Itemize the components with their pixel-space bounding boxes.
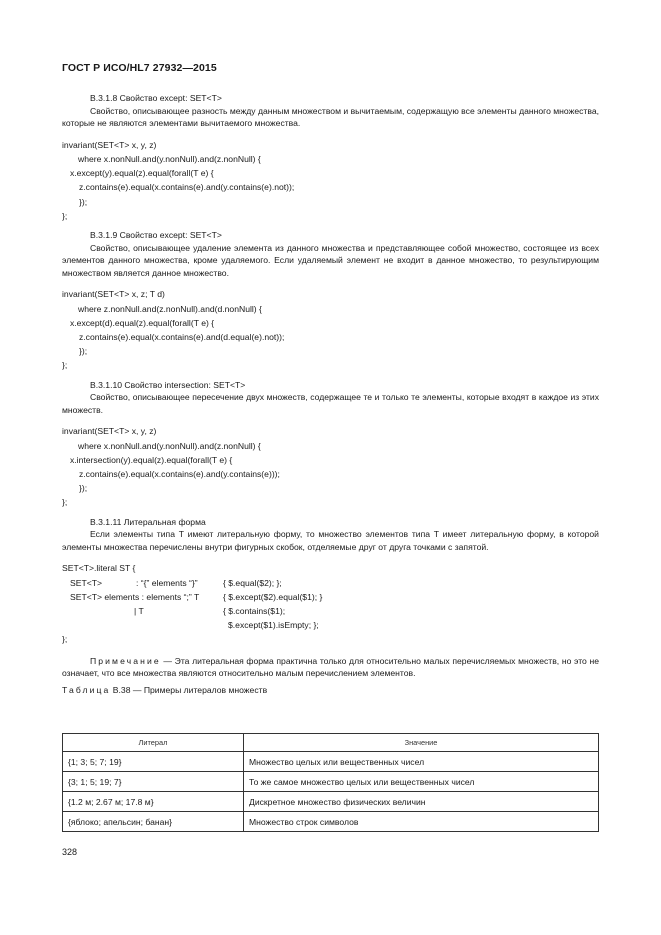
section-body: Свойство, описывающее удаление элемента из данного множества и представляющее собой множество, состоящее из всех элементов данного множества, кроме удаляемого. Если удаляемый элемент не входит в данное множество, то результирующим множеством является данное множество. [62, 242, 599, 278]
literal-grammar-line [62, 632, 599, 646]
code-line: invariant(SET<T> x, y, z) [62, 426, 157, 437]
table-cell: {1; 3; 5; 7; 19} [63, 752, 244, 772]
table-row [63, 792, 599, 812]
section-heading: B.3.1.10 Свойство intersection: SET<T> [90, 379, 246, 390]
code-line: where x.nonNull.and(y.nonNull).and(z.nonNull) { [78, 440, 261, 451]
code-line: }); [79, 346, 88, 357]
literal-text: $.except($1).isEmpty; }; [228, 620, 319, 631]
literal-grammar-line [62, 576, 599, 590]
table-row [63, 752, 599, 772]
code-line: z.contains(e).equal(x.contains(e).and(y.contains(e).not)); [79, 182, 295, 193]
literal-grammar-line [62, 604, 599, 618]
code-line: x.intersection(y).equal(z).equal(forall(T e) { [70, 454, 233, 465]
column-header: Значение [244, 734, 599, 752]
note-label: Примечание [90, 655, 161, 666]
code-line: where x.nonNull.and(y.nonNull).and(z.nonNull) { [78, 153, 261, 164]
page-number: 328 [62, 847, 78, 857]
code-line: }; [62, 497, 68, 508]
section-heading: B.3.1.9 Свойство except: SET<T> [90, 230, 222, 240]
literal-text: { $.except($2).equal($1); } [223, 591, 323, 602]
table-caption-text: B.38 — Примеры литералов множеств [110, 684, 268, 695]
table-cell: То же самое множество целых или вещественных чисел [244, 772, 599, 792]
document-header: ГОСТ Р ИСО/HL7 27932—2015 [62, 62, 217, 74]
table-cell: {яблоко; апельсин; банан} [63, 812, 244, 832]
literal-text: : “{” elements “}” [136, 577, 198, 588]
literals-table [62, 733, 599, 832]
section-body: Свойство, описывающее разность между данным множеством и вычитаемым, содержащую все элементы данного множества, которые не являются элементами вычитаемого множества. [62, 105, 599, 129]
literal-text: SET<T>.literal ST { [62, 563, 136, 574]
literal-grammar-line [62, 561, 599, 575]
literal-text: SET<T> elements : elements “;” T [70, 591, 200, 602]
literal-text: }; [62, 634, 68, 645]
literal-grammar-line [62, 590, 599, 604]
section-heading: B.3.1.11 Литеральная форма [90, 516, 206, 527]
table-cell: Дискретное множество физических величин [244, 792, 599, 812]
table-cell: {1.2 м; 2.67 м; 17.8 м} [63, 792, 244, 812]
code-line: }); [79, 483, 88, 494]
note-paragraph [62, 655, 599, 680]
table-row [63, 812, 599, 832]
code-line: where z.nonNull.and(z.nonNull).and(d.nonNull) { [78, 303, 262, 314]
code-line: invariant(SET<T> x, z; T d) [62, 289, 165, 300]
table-cell: Множество целых или вещественных чисел [244, 752, 599, 772]
code-line: x.except(y).equal(z).equal(forall(T e) { [70, 168, 214, 179]
code-line: }); [79, 196, 88, 207]
section-heading: B.3.1.8 Свойство except: SET<T> [90, 93, 222, 103]
code-line: invariant(SET<T> x, y, z) [62, 139, 157, 150]
table-header-row [63, 734, 599, 752]
literal-text: { $.equal($2); }; [223, 577, 282, 588]
table-cell: {3; 1; 5; 19; 7} [63, 772, 244, 792]
note-text: — Эта литеральная форма практична только для относительно малых перечисляемых множеств, но это не означает, что все множества являются относительно малым перечислением элементов. [62, 655, 599, 679]
table-cell: Множество строк символов [244, 812, 599, 832]
table-caption [62, 684, 599, 697]
code-line: z.contains(e).equal(x.contains(e).and(y.contains(e))); [79, 468, 280, 479]
code-line: }; [62, 210, 68, 221]
page-content [62, 92, 599, 696]
section-body: Если элементы типа T имеют литеральную форму, то множество элементов типа T имеет литеральную форму, в которой элементы множества перечислены внутри фигурных скобок, отделяемые друг от друга точками с запятой. [62, 529, 599, 552]
code-line: x.except(d).equal(z).equal(forall(T e) { [70, 317, 215, 328]
table-caption-prefix: Таблица [62, 684, 111, 695]
section-body: Свойство, описывающее пересечение двух множеств, содержащее те и только те элементы, которые входят в каждое из этих множеств. [62, 392, 599, 415]
code-line: z.contains(e).equal(x.contains(e).and(d.equal(e).not)); [79, 331, 285, 342]
literal-text: | T [134, 605, 144, 616]
table-row [63, 772, 599, 792]
literal-grammar-line [62, 618, 599, 632]
literal-text: { $.contains($1); [223, 605, 286, 616]
column-header: Литерал [63, 734, 244, 752]
code-line: }; [62, 360, 68, 371]
literal-text: SET<T> [70, 577, 102, 588]
